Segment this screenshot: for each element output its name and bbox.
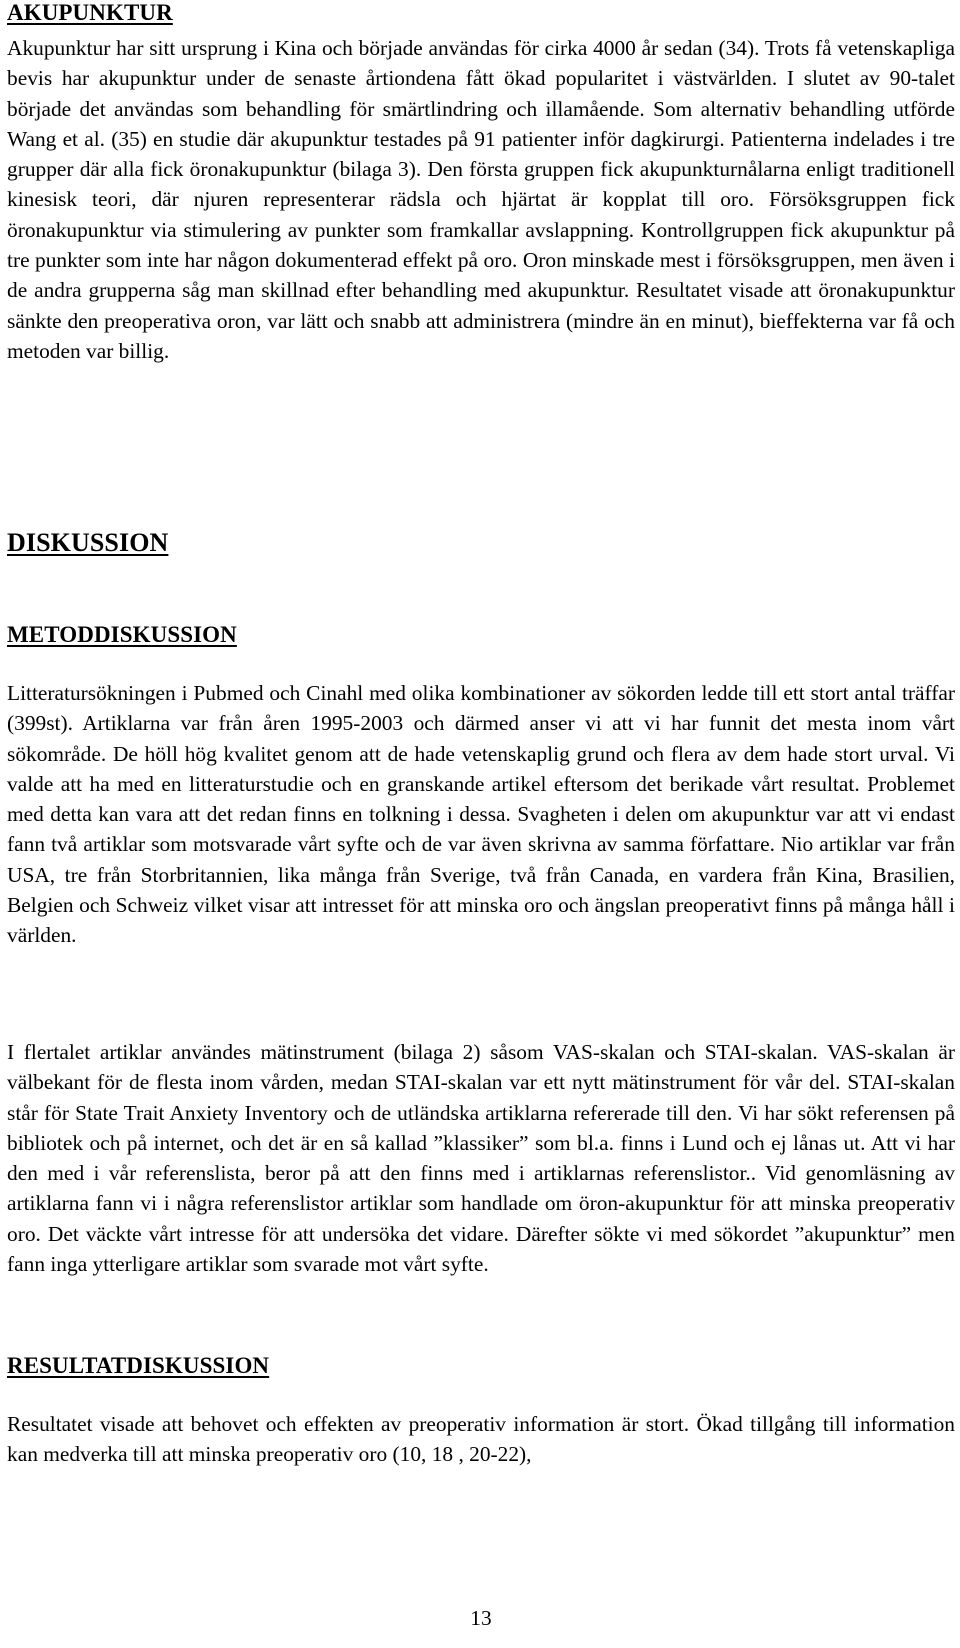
heading-akupunktur: AKUPUNKTUR: [7, 0, 173, 25]
heading-diskussion: DISKUSSION: [7, 528, 169, 557]
heading-resultatdiskussion: RESULTATDISKUSSION: [7, 1353, 270, 1378]
paragraph-metoddiskussion-2: I flertalet artiklar användes mätinstrument (bilaga 2) såsom VAS-skalan och STAI-skalan. VAS-skalan är välbekant för de flesta inom vården, medan STAI-skalan var ett nytt mätinstrument för vår del. STAI-skalan står för State Trait Anxiety Inventory och de utländska artiklarna refererade till den. Vi har sökt referensen på bibliotek och på internet, och det är en så kallad ”klassiker” som bl.a. finns i Lund och ej lånas ut. Att vi har den med i vår referenslista, beror på att den finns med i artiklarnas referenslistor.. Vid genomläsning av artiklarna fann vi i några referenslistor artiklar som handlade om öron-akupunktur för att minska preoperativ oro. Det väckte vårt intresse för att undersöka det vidare. Därefter sökte vi med sökordet ”akupunktur” men fann inga ytterligare artiklar som svarade mot vårt syfte.: [7, 1040, 955, 1277]
page-number: 13: [470, 1606, 492, 1630]
heading-metoddiskussion: METODDISKUSSION: [7, 622, 237, 647]
paragraph-akupunktur: Akupunktur har sitt ursprung i Kina och började användas för cirka 4000 år sedan (34). Trots få vetenskapliga bevis har akupunktur under de senaste årtiondena fått ökad popularitet i västvärlden. I slutet av 90-talet började det användas som behandling för smärtlindring och illamående. Som alternativ behandling utförde Wang et al. (35) en studie där akupunktur testades på 91 patienter inför dagkirurgi. Patienterna indelades i tre grupper där alla fick öronakupunktur (bilaga 3). Den första gruppen fick akupunkturnålarna enligt traditionell kinesisk teori, där njuren representerar rädsla och hjärtat är kopplat till oro. Försöksgruppen fick öronakupunktur via stimulering av punkter som framkallar avslappning. Kontrollgruppen fick akupunktur på tre punkter som inte har någon dokumenterad effekt på oro. Oron minskade mest i försöksgruppen, men även i de andra grupperna såg man skillnad efter behandling med akupunktur. Resultatet visade att öronakupunktur sänkte den preoperativa oron, var lätt och snabb att administrera (mindre än en minut), bieffekterna var få och metoden var billig.: [7, 36, 955, 363]
paragraph-metoddiskussion-1: Litteratursökningen i Pubmed och Cinahl med olika kombinationer av sökorden ledde till ett stort antal träffar (399st). Artiklarna var från åren 1995-2003 och därmed anser vi att vi har funnit det mesta inom vårt sökområde. De höll hög kvalitet genom att de hade vetenskaplig grund och flera av dem hade stort urval. Vi valde att ha med en litteraturstudie och en granskande artikel eftersom det berikade vårt resultat. Problemet med detta kan vara att det redan finns en tolkning i dessa. Svagheten i delen om akupunktur var att vi endast fann två artiklar som motsvarade vårt syfte och de var även skrivna av samma författare. Nio artiklar var från USA, tre från Storbritannien, lika många från Sverige, två från Canada, en vardera från Kina, Brasilien, Belgien och Schweiz vilket visar att intresset för att minska oro och ängslan preoperativt finns på många håll i världen.: [7, 681, 955, 948]
paragraph-resultatdiskussion: Resultatet visade att behovet och effekten av preoperativ information är stort. Ökad tillgång till information kan medverka till att minska preoperativ oro (10, 18 , 20-22),: [7, 1412, 955, 1467]
